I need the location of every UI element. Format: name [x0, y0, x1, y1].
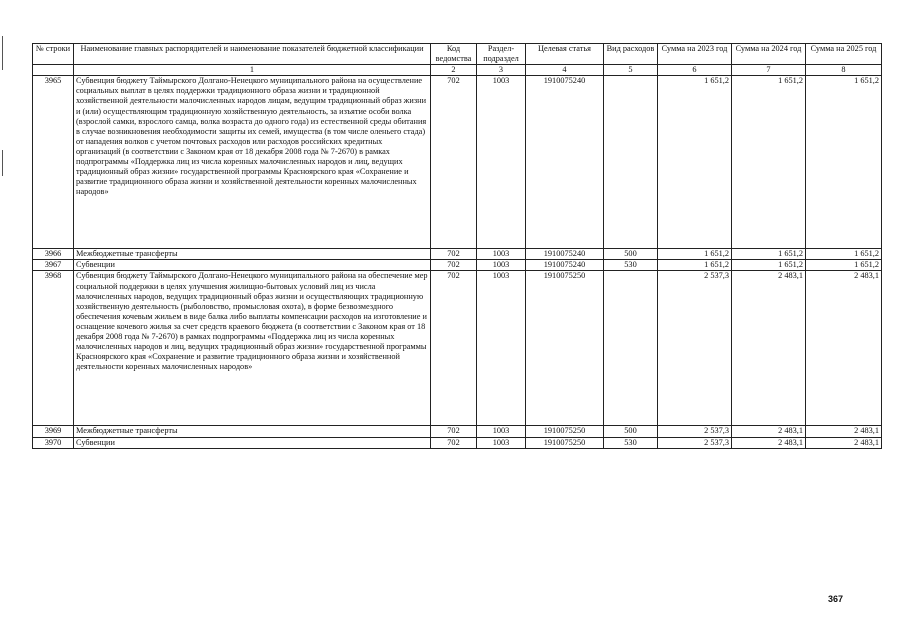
row-sum-2023: 2 537,3	[658, 426, 732, 437]
table-row	[33, 437, 882, 448]
header-target: Целевая статья	[526, 44, 604, 65]
column-number-blank	[33, 65, 74, 76]
row-number: 3967	[33, 260, 74, 271]
row-target: 1910075250	[526, 437, 604, 448]
margin-mark-middle	[2, 150, 3, 176]
row-sum-2025: 2 483,1	[806, 437, 882, 448]
header-code: Код ведомства	[431, 44, 477, 65]
row-sum-2023: 1 651,2	[658, 260, 732, 271]
table-row	[33, 249, 882, 260]
row-code: 702	[431, 76, 477, 249]
table-row	[33, 271, 882, 426]
row-type	[604, 271, 658, 426]
row-section: 1003	[477, 76, 526, 249]
row-target: 1910075250	[526, 426, 604, 437]
row-name: Субвенция бюджету Таймырского Долгано-Ненецкого муниципального района на осуществление социальных выплат в целях поддержки традиционного образа жизни и традиционной хозяйственной деятельности малочисленных народов лицам, ведущим традиционный образ жизни и (или) осуществляющим традиционную хозяйственную деятельность, за изъятие особи волка (взрослой самки, взрослого самца, волка возраста до одного года) из естественной среды обитания в случае возникновения необходимости защиты их семей, имущества (в том числе оленьего стада) от нападения волков с учетом почтовых расходов или расходов российских кредитных организаций (в соответствии с Законом края от 18 декабря 2008 года № 7-2670) в рамках подпрограммы «Поддержка лиц из числа коренных малочисленных народов и лиц, ведущих традиционный образ жизни» государственной программы Красноярского края «Сохранение и развитие традиционного образа жизни и хозяйственной деятельности коренных малочисленных народов»	[74, 76, 431, 249]
table-row	[33, 426, 882, 437]
row-section: 1003	[477, 426, 526, 437]
row-sum-2024: 2 483,1	[732, 271, 806, 426]
column-number: 3	[477, 65, 526, 76]
row-sum-2023: 1 651,2	[658, 76, 732, 249]
row-sum-2024: 2 483,1	[732, 426, 806, 437]
row-name: Межбюджетные трансферты	[74, 249, 431, 260]
row-code: 702	[431, 437, 477, 448]
row-sum-2023: 2 537,3	[658, 437, 732, 448]
row-type: 530	[604, 260, 658, 271]
row-number: 3966	[33, 249, 74, 260]
row-code: 702	[431, 271, 477, 426]
row-sum-2023: 2 537,3	[658, 271, 732, 426]
row-section: 1003	[477, 271, 526, 426]
row-target: 1910075250	[526, 271, 604, 426]
column-number-row	[33, 65, 882, 76]
row-code: 702	[431, 260, 477, 271]
header-name: Наименование главных распорядителей и наименование показателей бюджетной классификации	[74, 44, 431, 65]
row-section: 1003	[477, 249, 526, 260]
row-target: 1910075240	[526, 249, 604, 260]
row-number: 3969	[33, 426, 74, 437]
row-sum-2024: 2 483,1	[732, 437, 806, 448]
column-number: 6	[658, 65, 732, 76]
column-number: 7	[732, 65, 806, 76]
row-type: 500	[604, 249, 658, 260]
header-num: № строки	[33, 44, 74, 65]
row-section: 1003	[477, 260, 526, 271]
row-name: Межбюджетные трансферты	[74, 426, 431, 437]
row-name: Субвенция бюджету Таймырского Долгано-Ненецкого муниципального района на обеспечение мер социальной поддержки в целях улучшения жилищно-бытовых условий лиц из числа малочисленных народов, ведущих традиционный образ жизни и осуществляющих традиционную хозяйственную деятельность (рыболовство, промысловая охота), в форме безвозмездного обеспечения кочевым жильем в виде балка либо выплаты компенсации расходов на изготовление и оснащение кочевого жилья за счет средств краевого бюджета (в соответствии с Законом края от 18 декабря 2008 года № 7-2670) в рамках подпрограммы «Поддержка лиц из числа коренных малочисленных народов и лиц, ведущих традиционный образ жизни» государственной программы Красноярского края «Сохранение и развитие традиционного образа жизни и хозяйственной деятельности коренных малочисленных народов»	[74, 271, 431, 426]
row-sum-2025: 1 651,2	[806, 260, 882, 271]
row-sum-2023: 1 651,2	[658, 249, 732, 260]
table-row	[33, 260, 882, 271]
row-sum-2024: 1 651,2	[732, 260, 806, 271]
row-type	[604, 76, 658, 249]
row-sum-2024: 1 651,2	[732, 76, 806, 249]
budget-table	[32, 43, 882, 449]
header-type: Вид расходов	[604, 44, 658, 65]
row-section: 1003	[477, 437, 526, 448]
header-sum-2025: Сумма на 2025 год	[806, 44, 882, 65]
column-number: 8	[806, 65, 882, 76]
row-code: 702	[431, 249, 477, 260]
header-section: Раздел-подраздел	[477, 44, 526, 65]
row-number: 3965	[33, 76, 74, 249]
header-row	[33, 44, 882, 65]
column-number: 2	[431, 65, 477, 76]
row-sum-2025: 1 651,2	[806, 76, 882, 249]
row-sum-2024: 1 651,2	[732, 249, 806, 260]
column-number: 4	[526, 65, 604, 76]
table-row	[33, 76, 882, 249]
header-sum-2024: Сумма на 2024 год	[732, 44, 806, 65]
row-target: 1910075240	[526, 76, 604, 249]
row-name: Субвенции	[74, 437, 431, 448]
margin-mark-top	[2, 36, 3, 70]
column-number: 5	[604, 65, 658, 76]
header-sum-2023: Сумма на 2023 год	[658, 44, 732, 65]
row-number: 3970	[33, 437, 74, 448]
row-number: 3968	[33, 271, 74, 426]
row-code: 702	[431, 426, 477, 437]
row-name: Субвенции	[74, 260, 431, 271]
row-target: 1910075240	[526, 260, 604, 271]
row-type: 500	[604, 426, 658, 437]
row-sum-2025: 1 651,2	[806, 249, 882, 260]
row-sum-2025: 2 483,1	[806, 426, 882, 437]
page-number: 367	[828, 594, 844, 604]
row-sum-2025: 2 483,1	[806, 271, 882, 426]
column-number: 1	[74, 65, 431, 76]
row-type: 530	[604, 437, 658, 448]
